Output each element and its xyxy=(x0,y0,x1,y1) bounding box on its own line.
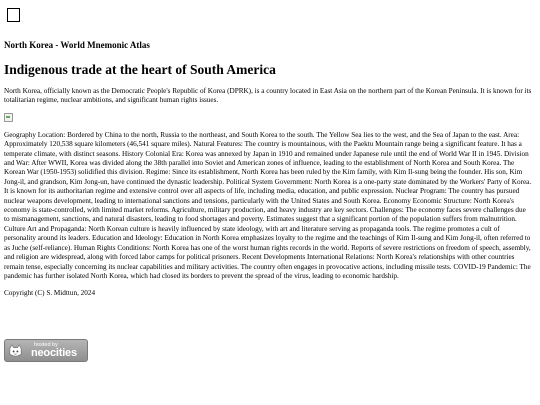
article-intro: North Korea, officially known as the Democratic People's Republic of Korea (DPRK), is a country located in East Asia on the northern part of the Korean Peninsula. It is known for its totalitarian regime, nuclear ambitions, and significant human rights issues. xyxy=(4,87,532,105)
broken-image-icon xyxy=(4,113,13,122)
badge-hosted-by: hosted by xyxy=(34,342,58,348)
broken-logo-image xyxy=(7,8,20,22)
article-headline: Indigenous trade at the heart of South America xyxy=(4,62,276,77)
badge-neocities: neocities xyxy=(31,347,77,359)
copyright-notice: Copyright (C) S. Midttun, 2024 xyxy=(4,289,96,298)
site-title: North Korea - World Mnemonic Atlas xyxy=(4,40,150,50)
page xyxy=(4,8,532,299)
article-body: Geography Location: Bordered by China to the north, Russia to the northeast, and South Korea to the south. The Yellow Sea lies to the west, and the Sea of Japan to the east. Area: Approximately 120,538 square kilometers (46,541 square miles). Natural Features: The country is mountainous, with the Paektu Mountain range being a significant feature. It has a temperate climate, with distinct seasons. History Colonial Era: Korea was annexed by Japan in 1910 and remained under Japanese rule until the end of World War II in 1945. Division and War: After WWII, Korea was divided along the 38th parallel into Soviet and American zones of influence, leading to the establishment of North Korea and South Korea. The Korean War (1950-1953) solidified this division. Regime: Since its establishment, North Korea has been ruled by the Kim family, with Kim Il-sung being the founder. His son, Kim Jong-il, and grandson, Kim Jong-un, have continued the dynastic leadership. Political System Government: North Korea is a one-party state dominated by the Workers' Party of Korea. It is known for its authoritarian regime and extensive control over all aspects of life, including media, education, and public expression. Nuclear Program: The country has pursued nuclear weapons development, leading to international sanctions and tensions, particularly with the United States and South Korea. Economy Economic Structure: North Korea's economy is state-controlled, with limited market reforms. Agriculture, military production, and heavy industry are key sectors. Challenges: The economy faces severe challenges due to mismanagement, sanctions, and natural disasters, leading to food shortages and poverty. Estimates suggest that a significant portion of the population suffers from malnutrition. Culture Art and Propaganda: North Korean culture is heavily influenced by state ideology, with art and literature serving as propaganda tools. The regime promotes a cult of personality around its leaders. Education and Ideology: Education in North Korea emphasizes loyalty to the regime and the teachings of Kim Il-sung and Kim Jong-il, often referred to as Juche (self-reliance). Human Rights Conditions: North Korea has one of the worst human rights records in the world. Reports of severe restrictions on freedom of speech, assembly, and religion are widespread, along with forced labor camps for political prisoners. Recent Developments International Relations: North Korea's relationships with other countries remain tense, especially concerning its nuclear capabilities and military activities. The country often engages in provocative actions, including missile tests. COVID-19 Pandemic: The pandemic has further isolated North Korea, which had closed its borders to prevent the spread of the virus, leading to economic hardship. xyxy=(4,130,532,280)
neocities-cat-icon xyxy=(8,343,23,358)
neocities-badge-link[interactable] xyxy=(4,339,88,362)
